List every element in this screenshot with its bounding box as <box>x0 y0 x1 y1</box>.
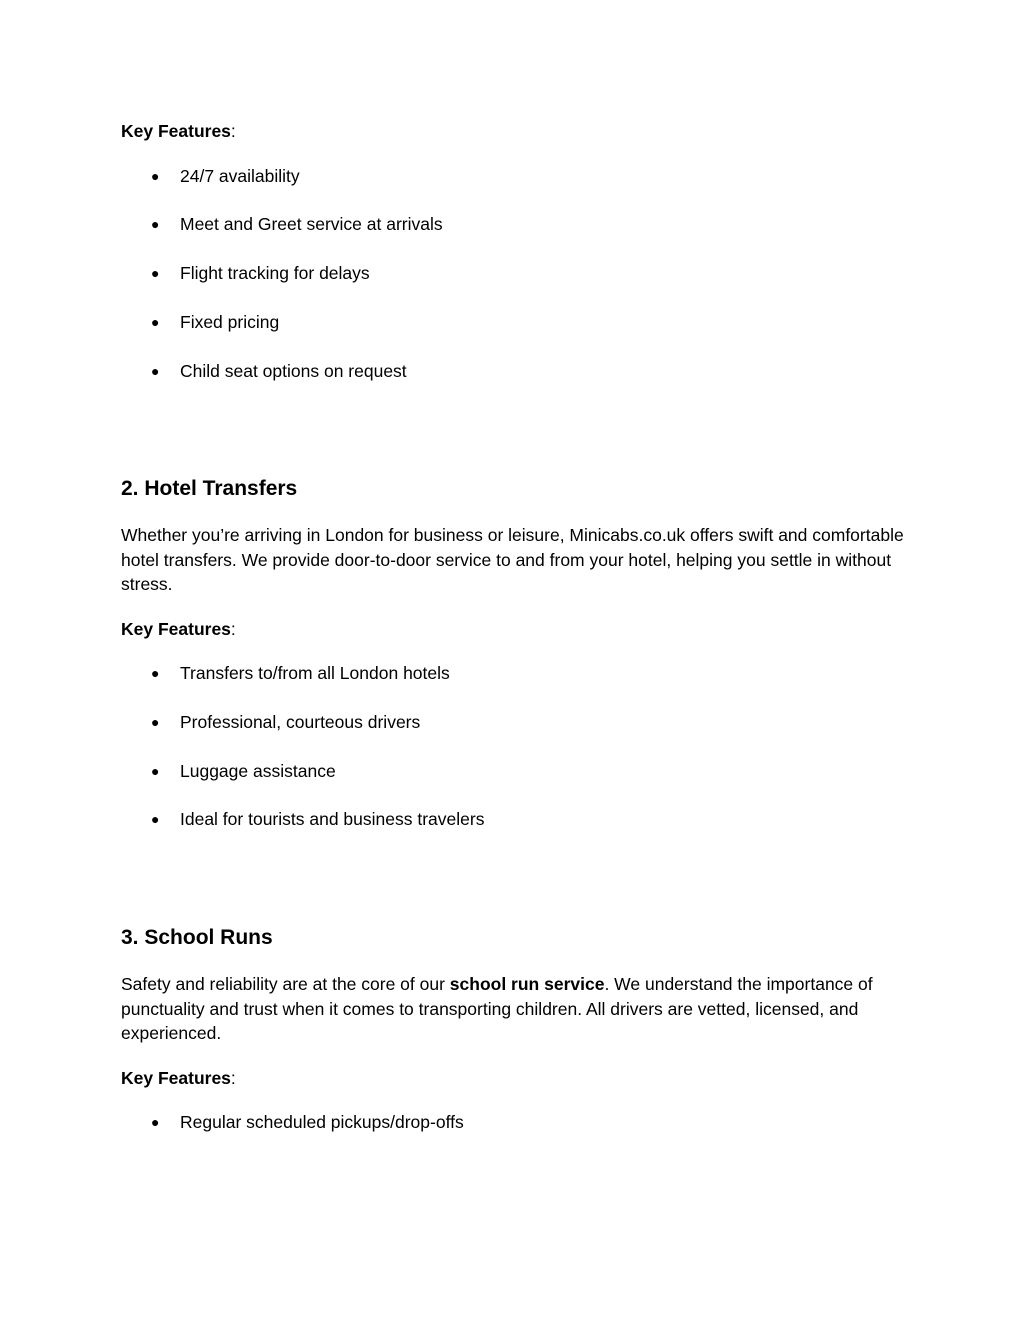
list-item: ● Luggage assistance <box>151 761 336 781</box>
bullet-icon: ● <box>151 714 160 730</box>
list-item: ● Ideal for tourists and business travelers <box>151 809 485 829</box>
list-item: ● Flight tracking for delays <box>151 263 370 283</box>
key-features-label-3: Key Features: <box>121 1068 236 1088</box>
list-item: ● Transfers to/from all London hotels <box>151 663 450 683</box>
list-item: ● Regular scheduled pickups/drop-offs <box>151 1112 464 1132</box>
key-features-label-1: Key Features: <box>121 121 236 141</box>
bullet-icon: ● <box>151 314 160 330</box>
section-paragraph-hotel-transfers: Whether you’re arriving in London for business or leisure, Minicabs.co.uk offers swift and comfortable hotel transfers. We provide door-to-door service to and from your hotel, helping you settle in without stress. <box>121 525 904 594</box>
bullet-icon: ● <box>151 363 160 379</box>
bullet-icon: ● <box>151 216 160 232</box>
key-features-label-2: Key Features: <box>121 619 236 639</box>
bullet-icon: ● <box>151 811 160 827</box>
list-item: ● Meet and Greet service at arrivals <box>151 214 443 234</box>
section-heading-school-runs: 3. School Runs <box>121 926 273 949</box>
bullet-icon: ● <box>151 168 160 184</box>
list-item: ● Fixed pricing <box>151 312 280 332</box>
bullet-icon: ● <box>151 265 160 281</box>
list-item: ● Professional, courteous drivers <box>151 712 421 732</box>
bullet-icon: ● <box>151 763 160 779</box>
list-item: ● 24/7 availability <box>151 166 300 186</box>
section-paragraph-school-runs: Safety and reliability are at the core of our school run service. We understand the importance of punctuality and trust when it comes to transporting children. All drivers are vetted, licensed, and experienced. <box>121 974 873 1043</box>
bullet-icon: ● <box>151 1114 160 1130</box>
list-item: ● Child seat options on request <box>151 361 407 381</box>
section-heading-hotel-transfers: 2. Hotel Transfers <box>121 477 298 500</box>
bullet-icon: ● <box>151 665 160 681</box>
